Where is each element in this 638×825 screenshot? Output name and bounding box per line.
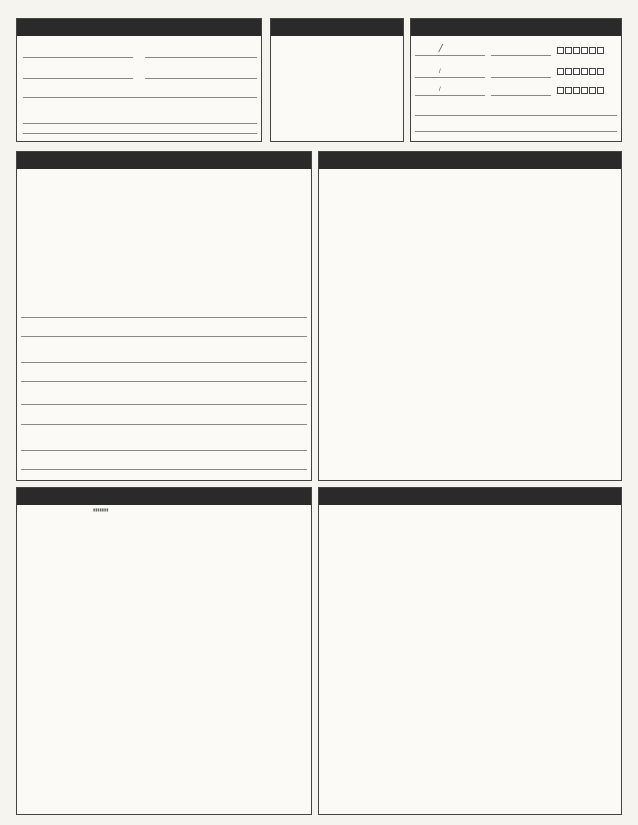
fatigued-boxes[interactable] (557, 47, 605, 56)
wounds-value[interactable]: / (439, 69, 441, 75)
character-info-panel (16, 18, 262, 142)
combat-title (17, 152, 311, 169)
skills-panel (16, 487, 312, 815)
passive-panel (318, 487, 622, 815)
character-info-title (17, 19, 261, 36)
skills-title (17, 488, 311, 505)
combat-panel (16, 151, 312, 481)
vitality-value[interactable]: / (439, 43, 443, 54)
spell-points-value[interactable]: / (439, 87, 441, 93)
shaken-boxes[interactable] (557, 68, 605, 77)
attributes-title (271, 19, 403, 36)
attributes-panel (270, 18, 404, 142)
actions-title (319, 152, 621, 169)
passive-title (319, 488, 621, 505)
dice-remaining-boxes[interactable] (557, 87, 605, 96)
condition-title (411, 19, 621, 36)
condition-panel (410, 18, 622, 142)
actions-panel (318, 151, 622, 481)
skills-origin-header: ▮▮▮▮▮▮▮ (93, 507, 109, 512)
